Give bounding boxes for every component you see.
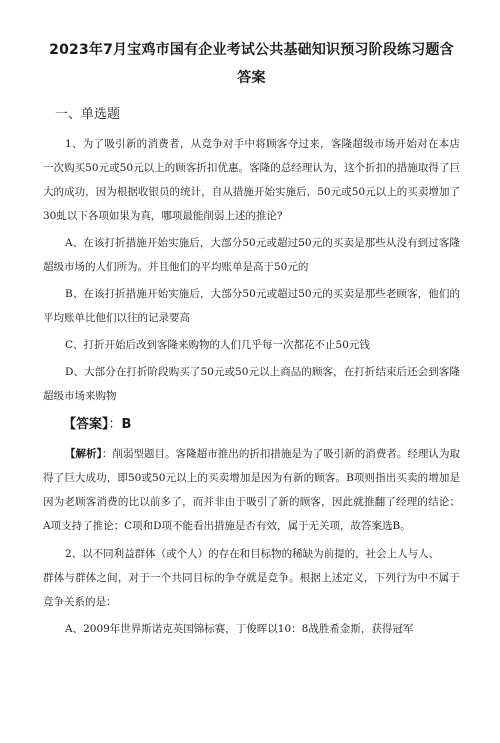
question-2-stem-line1: 2、以不同利益群体（或个人）的存在和目标物的稀缺为前提的，社会上人与人、 (65, 548, 440, 560)
question-1-option-c: C、打折开始后改到客隆来购物的人们几乎每一次都花不止50元钱 (65, 339, 370, 351)
question-1-stem: 1、为了吸引新的消费者，从竞争对手中将顾客夺过来，客隆超级市场开始对在本店一次购买50元或50元以上的顾客折扣优惠。客隆的总经理认为，这个折扣的措施取得了巨大的成功，因为根据收银员的统计，自从措施开始实施后，50元或50元以上的买卖增加了30虬以下各项如果为真，哪项最能削弱上述的推论? (43, 138, 460, 222)
explanation-label: 【解析】 (65, 448, 102, 460)
question-1-option-b: B、在该打折措施开始实施后，大部分50元或超过50元的买卖是那些老顾客，他们的平均账单比他们以往的记录要高 (43, 288, 460, 324)
question-2-option-a: A、2009年世界斯诺克英国锦标赛，丁俊晖以10：8战胜希金斯，获得冠军 (65, 623, 414, 635)
answer-value: B (121, 417, 132, 432)
question-1-option-a: A、在该打折措施开始实施后，大部分50元或超过50元的买卖是那些从没有到过客隆超级市场的人们所为。并且他们的平均账单是高于50元的 (43, 237, 460, 273)
document-page (0, 36, 500, 743)
answer-separator: ： (108, 417, 122, 432)
question-1-answer (63, 414, 460, 436)
question-2 (43, 542, 460, 641)
question-2-stem-rest: 群体与群体之间，对于一个共同目标的争夺就是竞争。根据上述定义，下列行为中不属于竞争关系的是： (43, 572, 460, 608)
section-heading: 一、单选题 (55, 107, 121, 122)
explanation-text: ：削弱型题目。客隆超市推出的折扣措施是为了吸引新的消费者。经理认为取得了巨大成功，即50或50元以上的买卖增加是因为有新的顾客。B项则指出买卖的增加是因为老顾客消费的比以前多了，而并非由于吸引了新的顾客，因此就推翻了经理的结论；A项支持了推论；C项和D项不能看出措施是否有效，属于无关项，故答案选B。 (43, 448, 461, 532)
question-1 (43, 132, 460, 538)
answer-label: 【答案】 (63, 417, 109, 432)
question-1-option-d: D、大部分在打折阶段购买了50元或50元以上商品的顾客，在打折结束后还会到客隆超级市场来购物 (43, 366, 460, 402)
document-title: 2023年7月宝鸡市国有企业考试公共基础知识预习阶段练习题含答案 (49, 42, 454, 86)
question-1-explanation (43, 442, 460, 538)
